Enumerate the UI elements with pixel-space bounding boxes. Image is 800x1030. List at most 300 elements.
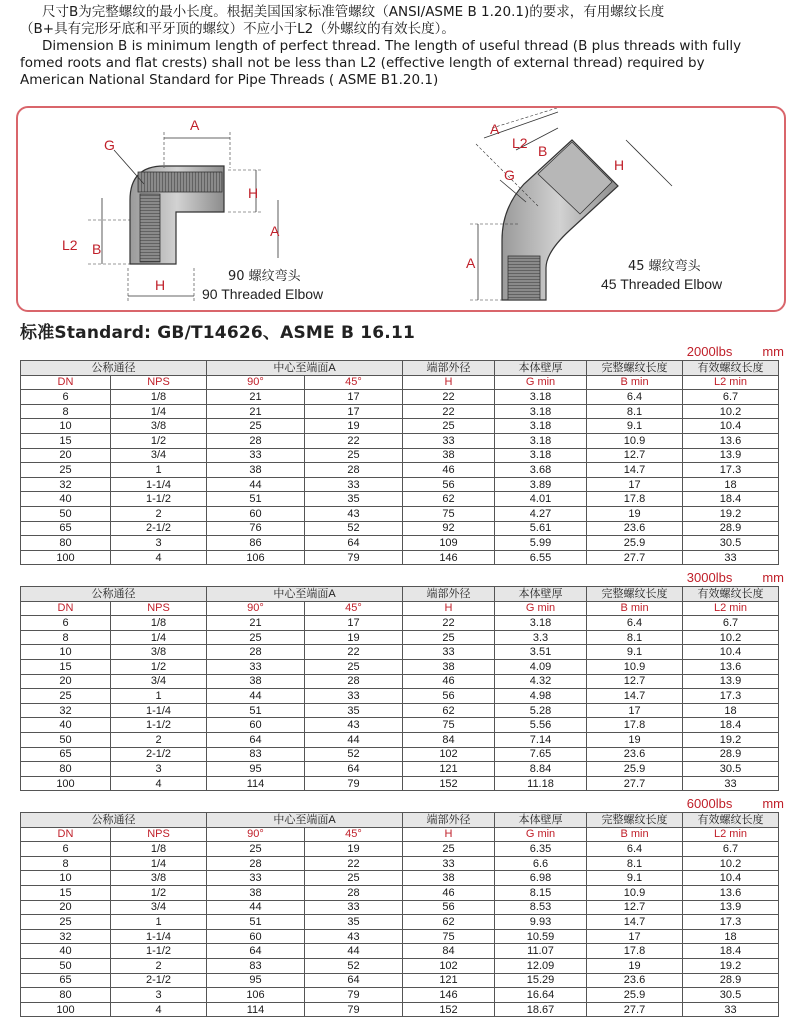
table-cell: 62 — [403, 703, 495, 718]
table-cell: 3.68 — [495, 463, 587, 478]
table-cell: 3.18 — [495, 616, 587, 631]
table-row — [21, 645, 779, 660]
table-row — [21, 433, 779, 448]
column-header: G min — [495, 827, 587, 842]
table-cell: 44 — [305, 732, 403, 747]
table-cell: 51 — [207, 492, 305, 507]
table-cell: 6.4 — [587, 390, 683, 405]
table-cell: 25.9 — [587, 536, 683, 551]
table-cell: 19 — [305, 419, 403, 434]
table-cell: 3.89 — [495, 477, 587, 492]
intro-en-line2: fomed roots and flat crests) shall not be less than L2 (effective length of external thread) required by — [20, 55, 705, 71]
table-cell: 8 — [21, 404, 111, 419]
table-cell: 1/4 — [111, 404, 207, 419]
table-cell: 28 — [207, 856, 305, 871]
column-header: NPS — [111, 375, 207, 390]
table-cell: 10.2 — [683, 856, 779, 871]
header-center-to-end: 中心至端面A — [207, 813, 403, 828]
table-cell: 28 — [305, 885, 403, 900]
table-cell: 33 — [305, 900, 403, 915]
table-cell: 8.15 — [495, 885, 587, 900]
table-cell: 10.59 — [495, 929, 587, 944]
table-cell: 17.3 — [683, 463, 779, 478]
table-row — [21, 973, 779, 988]
column-header: 45° — [305, 827, 403, 842]
table-cell: 46 — [403, 674, 495, 689]
table-row — [21, 419, 779, 434]
table-cell: 3/4 — [111, 900, 207, 915]
table-cell: 52 — [305, 958, 403, 973]
table-cell: 19 — [587, 732, 683, 747]
header-wall-thickness: 本体壁厚 — [495, 813, 587, 828]
intro-en-line3: American National Standard for Pipe Threads ( ASME B1.20.1) — [20, 72, 439, 88]
table-cell: 6.35 — [495, 842, 587, 857]
table-cell: 12.7 — [587, 674, 683, 689]
table-cell: 92 — [403, 521, 495, 536]
table-row — [21, 747, 779, 762]
table-cell: 19 — [587, 506, 683, 521]
table-cell: 83 — [207, 747, 305, 762]
table-cell: 27.7 — [587, 776, 683, 791]
column-header: 45° — [305, 601, 403, 616]
table-cell: 6.55 — [495, 550, 587, 565]
table-cell: 60 — [207, 718, 305, 733]
table-cell: 152 — [403, 1002, 495, 1017]
pressure-label-3000 — [687, 570, 784, 585]
table-row — [21, 689, 779, 704]
column-header: DN — [21, 827, 111, 842]
table-cell: 30.5 — [683, 536, 779, 551]
table-cell: 52 — [305, 521, 403, 536]
column-header: DN — [21, 601, 111, 616]
elbow-diagrams — [18, 108, 788, 314]
table-cell: 10.4 — [683, 645, 779, 660]
table-cell: 33 — [683, 1002, 779, 1017]
table-cell: 3.18 — [495, 448, 587, 463]
table-cell: 100 — [21, 550, 111, 565]
table-cell: 3/8 — [111, 645, 207, 660]
table-cell: 1/4 — [111, 856, 207, 871]
table-cell: 6.98 — [495, 871, 587, 886]
table-cell: 100 — [21, 776, 111, 791]
header-perfect-thread: 完整螺纹长度 — [587, 361, 683, 376]
table-cell: 7.65 — [495, 747, 587, 762]
table-cell: 50 — [21, 958, 111, 973]
table-cell: 46 — [403, 885, 495, 900]
table-cell: 8 — [21, 630, 111, 645]
table-cell: 64 — [207, 732, 305, 747]
table-cell: 50 — [21, 506, 111, 521]
table-cell: 25 — [403, 419, 495, 434]
table-cell: 14.7 — [587, 915, 683, 930]
table-cell: 1-1/4 — [111, 929, 207, 944]
pressure-class: 2000lbs — [686, 344, 733, 359]
table-cell: 18 — [683, 477, 779, 492]
table-cell: 8.1 — [587, 630, 683, 645]
table-cell: 18 — [683, 929, 779, 944]
table-cell: 25 — [403, 842, 495, 857]
header-wall-thickness: 本体壁厚 — [495, 361, 587, 376]
table-cell: 62 — [403, 915, 495, 930]
table-cell: 10.9 — [587, 659, 683, 674]
table-cell: 8 — [21, 856, 111, 871]
table-cell: 38 — [207, 674, 305, 689]
table-cell: 8.84 — [495, 762, 587, 777]
table-cell: 1 — [111, 915, 207, 930]
table-cell: 28 — [305, 463, 403, 478]
table-cell: 80 — [21, 536, 111, 551]
table-cell: 9.93 — [495, 915, 587, 930]
table-row — [21, 900, 779, 915]
table-cell: 22 — [403, 390, 495, 405]
column-header: H — [403, 375, 495, 390]
header-end-od: 端部外径 — [403, 361, 495, 376]
table-cell: 19 — [305, 842, 403, 857]
table-cell: 12.09 — [495, 958, 587, 973]
table-cell: 10 — [21, 645, 111, 660]
table-cell: 114 — [207, 776, 305, 791]
table-cell: 33 — [403, 856, 495, 871]
table-row — [21, 718, 779, 733]
table-cell: 44 — [305, 944, 403, 959]
table-cell: 17.3 — [683, 915, 779, 930]
table-cell: 22 — [403, 616, 495, 631]
table-cell: 19.2 — [683, 506, 779, 521]
table-cell: 32 — [21, 703, 111, 718]
table-cell: 8.1 — [587, 856, 683, 871]
table-cell: 33 — [207, 871, 305, 886]
table-cell: 25 — [305, 871, 403, 886]
table-cell: 17.8 — [587, 944, 683, 959]
dim-h-right-90: H — [248, 185, 259, 201]
table-cell: 20 — [21, 448, 111, 463]
table-cell: 4.01 — [495, 492, 587, 507]
table-cell: 75 — [403, 929, 495, 944]
table-cell: 64 — [305, 536, 403, 551]
table-row — [21, 958, 779, 973]
table-cell: 2 — [111, 958, 207, 973]
table-cell: 17 — [587, 929, 683, 944]
table-row — [21, 477, 779, 492]
table-cell: 33 — [683, 550, 779, 565]
table-cell: 1-1/4 — [111, 703, 207, 718]
dim-l2-90: L2 — [62, 237, 78, 253]
table-cell: 28 — [207, 433, 305, 448]
table-cell: 10.2 — [683, 630, 779, 645]
table-cell: 17.3 — [683, 689, 779, 704]
table-cell: 83 — [207, 958, 305, 973]
dim-b-45: B — [538, 143, 548, 159]
table-cell: 7.14 — [495, 732, 587, 747]
table-cell: 30.5 — [683, 762, 779, 777]
table-cell: 3/4 — [111, 674, 207, 689]
table-cell: 146 — [403, 988, 495, 1003]
table-cell: 2 — [111, 732, 207, 747]
dim-l2-45: L2 — [512, 135, 528, 151]
table-cell: 15 — [21, 433, 111, 448]
column-header: G min — [495, 375, 587, 390]
table-cell: 79 — [305, 988, 403, 1003]
table-row — [21, 732, 779, 747]
table-cell: 4.09 — [495, 659, 587, 674]
column-header: G min — [495, 601, 587, 616]
table-row — [21, 390, 779, 405]
table-cell: 10 — [21, 419, 111, 434]
table-cell: 64 — [305, 973, 403, 988]
table-cell: 25 — [207, 630, 305, 645]
table-cell: 1 — [111, 689, 207, 704]
table-cell: 40 — [21, 718, 111, 733]
table-cell: 1/8 — [111, 390, 207, 405]
unit-label: mm — [762, 344, 784, 359]
table-cell: 44 — [207, 689, 305, 704]
table-cell: 56 — [403, 689, 495, 704]
table-cell: 19.2 — [683, 958, 779, 973]
table-cell: 10.2 — [683, 404, 779, 419]
header-end-od: 端部外径 — [403, 587, 495, 602]
table-cell: 27.7 — [587, 550, 683, 565]
table-cell: 18 — [683, 703, 779, 718]
table-cell: 40 — [21, 492, 111, 507]
column-header: L2 min — [683, 375, 779, 390]
table-cell: 46 — [403, 463, 495, 478]
table-cell: 17 — [305, 404, 403, 419]
elbow-90-label-cn: 90 螺纹弯头 — [228, 269, 301, 284]
column-header: B min — [587, 601, 683, 616]
table-cell: 20 — [21, 900, 111, 915]
table-cell: 3 — [111, 988, 207, 1003]
column-header: 45° — [305, 375, 403, 390]
column-header: 90° — [207, 375, 305, 390]
table-cell: 25 — [207, 419, 305, 434]
table-cell: 4.98 — [495, 689, 587, 704]
table-cell: 3 — [111, 762, 207, 777]
table-cell: 4 — [111, 776, 207, 791]
table-cell: 1/2 — [111, 433, 207, 448]
table-cell: 18.4 — [683, 492, 779, 507]
table-row — [21, 463, 779, 478]
table-cell: 15.29 — [495, 973, 587, 988]
standard-title: 标准Standard: GB/T14626、ASME B 16.11 — [20, 323, 416, 343]
table-cell: 4 — [111, 1002, 207, 1017]
table-cell: 28.9 — [683, 521, 779, 536]
table-cell: 3 — [111, 536, 207, 551]
table-cell: 33 — [305, 689, 403, 704]
column-header: H — [403, 601, 495, 616]
intro-en-line1: Dimension B is minimum length of perfect thread. The length of useful thread (B plus threads with fully — [42, 38, 742, 54]
dim-a-right-90: A — [270, 223, 280, 239]
table-cell: 51 — [207, 915, 305, 930]
pressure-class: 6000lbs — [686, 796, 733, 811]
column-header: DN — [21, 375, 111, 390]
column-header: NPS — [111, 601, 207, 616]
table-cell: 23.6 — [587, 747, 683, 762]
table-cell: 80 — [21, 762, 111, 777]
table-cell: 65 — [21, 521, 111, 536]
table-cell: 3.3 — [495, 630, 587, 645]
unit-label: mm — [762, 796, 784, 811]
table-cell: 6.7 — [683, 390, 779, 405]
table-cell: 35 — [305, 915, 403, 930]
table-cell: 84 — [403, 944, 495, 959]
header-effective-thread: 有效螺纹长度 — [683, 587, 779, 602]
header-end-od: 端部外径 — [403, 813, 495, 828]
spec-table-6000lbs — [20, 812, 779, 1017]
table-cell: 3.18 — [495, 419, 587, 434]
table-row — [21, 988, 779, 1003]
table-cell: 6 — [21, 616, 111, 631]
table-cell: 17 — [305, 390, 403, 405]
column-header: 90° — [207, 601, 305, 616]
dim-b-90: B — [92, 241, 102, 257]
dim-a-top-45: A — [490, 121, 500, 137]
table-cell: 43 — [305, 506, 403, 521]
table-cell: 32 — [21, 929, 111, 944]
elbow-45-label-cn: 45 螺纹弯头 — [628, 259, 701, 274]
table-row — [21, 762, 779, 777]
table-cell: 109 — [403, 536, 495, 551]
table-cell: 1-1/2 — [111, 944, 207, 959]
table-cell: 10.9 — [587, 433, 683, 448]
table-cell: 3.18 — [495, 433, 587, 448]
table-cell: 79 — [305, 1002, 403, 1017]
header-center-to-end: 中心至端面A — [207, 587, 403, 602]
table-cell: 28.9 — [683, 747, 779, 762]
table-cell: 3/8 — [111, 419, 207, 434]
dim-g-90: G — [104, 137, 115, 153]
table-cell: 1-1/2 — [111, 718, 207, 733]
table-cell: 62 — [403, 492, 495, 507]
table-cell: 1/8 — [111, 842, 207, 857]
table-cell: 21 — [207, 390, 305, 405]
dim-g-45: G — [504, 167, 515, 183]
table-cell: 33 — [207, 659, 305, 674]
table-cell: 64 — [207, 944, 305, 959]
column-header: L2 min — [683, 601, 779, 616]
table-cell: 56 — [403, 900, 495, 915]
table-cell: 14.7 — [587, 463, 683, 478]
header-nominal-size: 公称通径 — [21, 813, 207, 828]
table-cell: 6.4 — [587, 842, 683, 857]
table-cell: 19.2 — [683, 732, 779, 747]
table-cell: 3.18 — [495, 390, 587, 405]
column-header: B min — [587, 375, 683, 390]
elbow-45-label-en: 45 Threaded Elbow — [601, 276, 723, 292]
table-cell: 22 — [305, 645, 403, 660]
table-row — [21, 674, 779, 689]
column-header: NPS — [111, 827, 207, 842]
table-cell: 14.7 — [587, 689, 683, 704]
table-cell: 52 — [305, 747, 403, 762]
table-cell: 9.1 — [587, 871, 683, 886]
table-cell: 17 — [587, 703, 683, 718]
table-cell: 10.4 — [683, 871, 779, 886]
intro-cn-line1: 尺寸B为完整螺纹的最小长度。根据美国国家标准管螺纹（ANSI/ASME B 1.20.1)的要求，有用螺纹长度 — [42, 4, 665, 20]
table-cell: 1/2 — [111, 885, 207, 900]
table-cell: 51 — [207, 703, 305, 718]
table-row — [21, 506, 779, 521]
table-cell: 13.9 — [683, 448, 779, 463]
table-cell: 30.5 — [683, 988, 779, 1003]
table-cell: 38 — [403, 659, 495, 674]
table-cell: 50 — [21, 732, 111, 747]
table-row — [21, 536, 779, 551]
column-header: L2 min — [683, 827, 779, 842]
table-cell: 11.18 — [495, 776, 587, 791]
table-cell: 12.7 — [587, 448, 683, 463]
table-cell: 1/8 — [111, 616, 207, 631]
table-cell: 15 — [21, 659, 111, 674]
table-cell: 33 — [305, 477, 403, 492]
table-row — [21, 842, 779, 857]
table-row — [21, 856, 779, 871]
table-cell: 10.9 — [587, 885, 683, 900]
table-cell: 18.67 — [495, 1002, 587, 1017]
table-cell: 1/2 — [111, 659, 207, 674]
table-cell: 20 — [21, 674, 111, 689]
header-effective-thread: 有效螺纹长度 — [683, 361, 779, 376]
table-cell: 106 — [207, 550, 305, 565]
table-row — [21, 616, 779, 631]
table-cell: 2-1/2 — [111, 973, 207, 988]
table-cell: 33 — [403, 433, 495, 448]
table-cell: 65 — [21, 747, 111, 762]
table-cell: 23.6 — [587, 973, 683, 988]
header-nominal-size: 公称通径 — [21, 587, 207, 602]
table-cell: 38 — [207, 885, 305, 900]
table-cell: 56 — [403, 477, 495, 492]
table-cell: 15 — [21, 885, 111, 900]
table-cell: 100 — [21, 1002, 111, 1017]
table-cell: 3/4 — [111, 448, 207, 463]
table-cell: 114 — [207, 1002, 305, 1017]
table-cell: 13.9 — [683, 900, 779, 915]
table-cell: 86 — [207, 536, 305, 551]
table-cell: 43 — [305, 929, 403, 944]
table-cell: 6.7 — [683, 842, 779, 857]
table-cell: 10.4 — [683, 419, 779, 434]
table-cell: 3/8 — [111, 871, 207, 886]
table-cell: 25 — [305, 659, 403, 674]
table-row — [21, 944, 779, 959]
table-cell: 3.51 — [495, 645, 587, 660]
table-cell: 23.6 — [587, 521, 683, 536]
elbow-90-label-en: 90 Threaded Elbow — [202, 286, 324, 302]
table-cell: 9.1 — [587, 645, 683, 660]
table-cell: 21 — [207, 616, 305, 631]
table-cell: 106 — [207, 988, 305, 1003]
table-cell: 35 — [305, 703, 403, 718]
table-cell: 102 — [403, 958, 495, 973]
column-header: H — [403, 827, 495, 842]
table-cell: 17 — [305, 616, 403, 631]
intro-cn-line2: （B+具有完形牙底和平牙顶的螺纹）不应小于L2（外螺纹的有效长度）。 — [20, 21, 455, 37]
table-cell: 25.9 — [587, 762, 683, 777]
table-cell: 4.32 — [495, 674, 587, 689]
table-cell: 25 — [21, 463, 111, 478]
table-cell: 40 — [21, 944, 111, 959]
table-cell: 25 — [305, 448, 403, 463]
dim-h-bottom-90: H — [155, 277, 166, 293]
table-cell: 44 — [207, 477, 305, 492]
table-row — [21, 521, 779, 536]
table-cell: 25 — [207, 842, 305, 857]
table-cell: 22 — [305, 856, 403, 871]
table-cell: 32 — [21, 477, 111, 492]
table-cell: 5.56 — [495, 718, 587, 733]
table-row — [21, 885, 779, 900]
table-cell: 25 — [21, 915, 111, 930]
